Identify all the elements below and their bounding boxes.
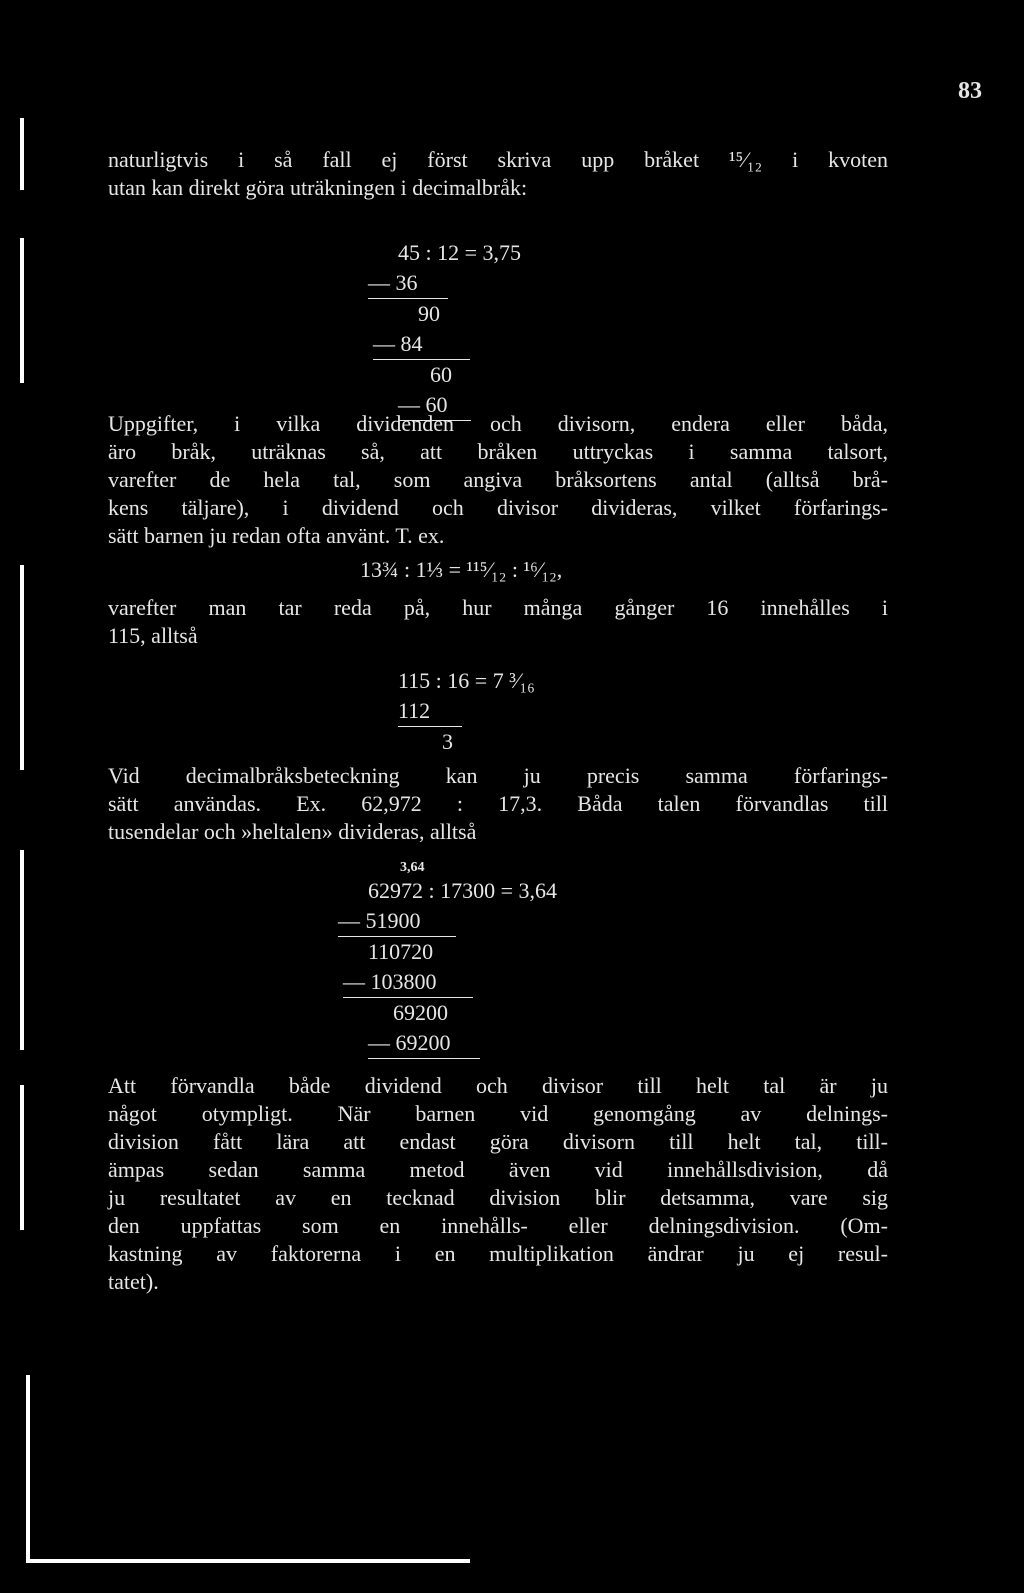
text-line: varefter man tar reda på, hur många gånger 16 innehålles i [108, 595, 888, 620]
quotient-note: 3,64 [400, 860, 425, 875]
text-line: tatet). [108, 1269, 159, 1294]
text-line: Vid decimalbråksbeteckning kan ju precis samma förfarings- [108, 763, 888, 788]
calc-subtract: — 103800 [343, 967, 473, 998]
paragraph-intro [108, 146, 888, 202]
calc-line: 90 [418, 301, 440, 326]
margin-bar-6 [26, 1375, 30, 1563]
text-line: kens täljare), i dividend och divisor divideras, vilket förfarings- [108, 495, 888, 520]
text-line: ämpas sedan samma metod även vid innehållsdivision, då [108, 1157, 888, 1182]
calc-line [338, 906, 557, 937]
paragraph-rule [108, 410, 888, 550]
text-line: sätt barnen ju redan ofta använt. T. ex. [108, 523, 445, 548]
paragraph-then [108, 594, 888, 650]
calc-line [368, 268, 521, 299]
calc-subtract: — 69200 [368, 1028, 480, 1059]
calc-line: 110720 [368, 939, 434, 964]
calc-line: 3 [442, 729, 453, 754]
calc-line [338, 1028, 557, 1059]
text-line: den uppfattas som en innehålls- eller delningsdivision. (Om- [108, 1213, 888, 1238]
margin-bar-4 [20, 850, 24, 1050]
text-line: kastning av faktorerna i en multiplikation ändrar ju ej resul- [108, 1241, 888, 1266]
division-calc-1 [368, 238, 521, 421]
calc-line: 60 [430, 362, 452, 387]
paragraph-decimal [108, 762, 888, 846]
calc-line [368, 329, 521, 360]
text-line: utan kan direkt göra uträkningen i decimalbråk: [108, 175, 528, 200]
margin-bar-2 [20, 238, 24, 383]
calc-line: 45 : 12 = 3,75 [398, 240, 522, 265]
text-line: äro bråk, uträknas så, att bråken uttryckas i samma talsort, [108, 439, 888, 464]
calc-subtract: — 84 [373, 329, 470, 360]
calc-line: 115 : 16 = 7 ³⁄₁₆ [398, 668, 535, 693]
calc-line: 62972 : 17300 = 3,64 [368, 878, 558, 903]
calc-subtract: — 36 [368, 268, 448, 299]
calc-subtract: 112 [398, 696, 462, 727]
calc-line [398, 696, 535, 727]
page-number: 83 [958, 78, 982, 104]
margin-bar-3 [20, 565, 24, 770]
text-line: något otympligt. När barnen vid genomgång av delnings- [108, 1101, 888, 1126]
division-calc-2 [398, 666, 535, 757]
calc-line [338, 967, 557, 998]
calc-subtract: — 60 [398, 390, 471, 421]
text-line: Att förvandla både dividend och divisor till helt tal är ju [108, 1073, 888, 1098]
text-line: Uppgifter, i vilka dividenden och divisorn, endera eller båda, [108, 411, 888, 436]
text-line: sätt användas. Ex. 62,972 : 17,3. Båda talen förvandlas till [108, 791, 888, 816]
paragraph-conclusion [108, 1072, 888, 1296]
bottom-rule [30, 1559, 470, 1563]
text-line: tusendelar och »heltalen» divideras, alltså [108, 819, 477, 844]
calc-line: 69200 [393, 1000, 448, 1025]
text-line: varefter de hela tal, som angiva bråksortens antal (alltså brå- [108, 467, 888, 492]
division-calc-3 [338, 860, 557, 1059]
text-line: division fått lära att endast göra divisorn till helt tal, till- [108, 1129, 888, 1154]
calc-subtract: — 51900 [338, 906, 456, 937]
text-line: 115, alltså [108, 623, 198, 648]
text-line: ju resultatet av en tecknad division blir detsamma, vare sig [108, 1185, 888, 1210]
text-line: naturligtvis i så fall ej först skriva upp bråket ¹⁵⁄₁₂ i kvoten [108, 147, 888, 172]
margin-bar-5 [20, 1085, 24, 1230]
fraction-example: 13¾ : 1⅓ = ¹¹⁵⁄₁₂ : ¹⁶⁄₁₂, [360, 557, 563, 582]
margin-bar-1 [20, 118, 24, 190]
